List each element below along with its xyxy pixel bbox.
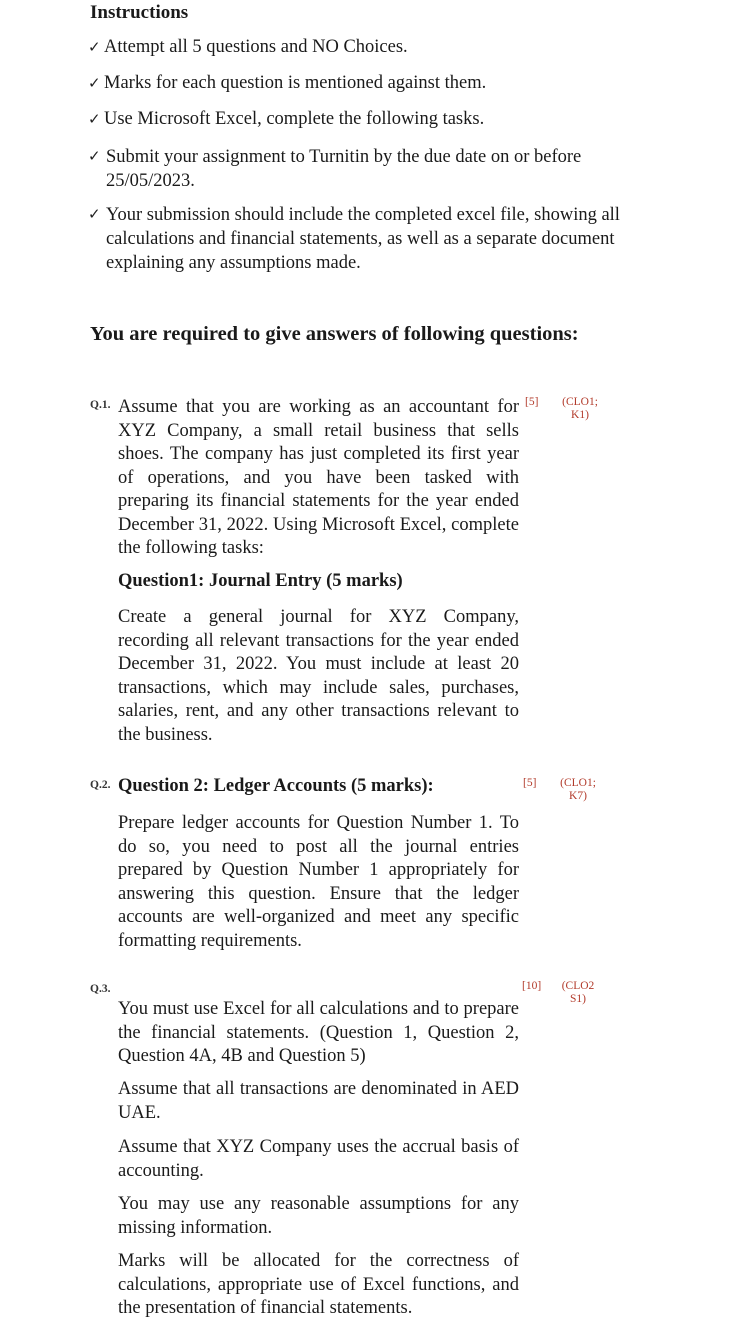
check-icon: ✓ (88, 149, 101, 165)
marks-label: [10] (522, 980, 542, 992)
instruction-item: ✓ Your submission should include the completed excel file, showing all calculations and financial statements, as well as a separate document explaining any assumptions made. (88, 205, 620, 273)
q3-paragraph: Marks will be allocated for the correctness of calculations, appropriate use of Excel functions, and the presentation of financial statements. (118, 1251, 519, 1318)
q2-body: Prepare ledger accounts for Question Number 1. To do so, you need to post all the journal entries prepared by Question Number 1 appropriately for answering this question. Ensure that the ledger accounts are well-organized and meet any specific formatting requirements. (118, 813, 519, 951)
clo-label: (CLO1; K7) (560, 777, 596, 802)
q1-subheading: Question1: Journal Entry (5 marks) (118, 571, 403, 591)
clo-label: (CLO2 S1) (561, 980, 595, 1005)
q2-subheading: Question 2: Ledger Accounts (5 marks): (118, 776, 434, 796)
marks-label: [5] (525, 396, 539, 408)
check-icon: ✓ (88, 112, 101, 128)
q3-paragraph: You must use Excel for all calculations and to prepare the financial statements. (Question 1, Question 2, Question 4A, 4B and Question 5) (118, 999, 519, 1066)
question-number: Q.1. (90, 399, 111, 411)
q1-body: Create a general journal for XYZ Company, recording all relevant transactions for the year ended December 31, 2022. You must include at least 20 transactions, which may include sales, purchases, salaries, rent, and any other transactions relevant to the business. (118, 607, 519, 745)
instruction-item: ✓ Submit your assignment to Turnitin by the due date on or before 25/05/2023. (88, 147, 582, 191)
instruction-item: ✓ Use Microsoft Excel, complete the following tasks. (88, 107, 688, 132)
instruction-item: ✓ Attempt all 5 questions and NO Choices. (88, 35, 688, 60)
q3-paragraph: You may use any reasonable assumptions for any missing information. (118, 1194, 519, 1238)
check-icon: ✓ (88, 40, 101, 56)
check-icon: ✓ (88, 76, 101, 92)
clo-label: (CLO1; K1) (562, 396, 598, 421)
q3-paragraph: Assume that all transactions are denominated in AED UAE. (118, 1079, 519, 1123)
instruction-item: ✓ Marks for each question is mentioned against them. (88, 71, 688, 96)
instructions-heading: Instructions (90, 2, 189, 23)
required-heading: You are required to give answers of following questions: (90, 323, 579, 345)
question-number: Q.3. (90, 983, 111, 995)
check-icon: ✓ (88, 207, 101, 223)
question-number: Q.2. (90, 779, 111, 791)
q3-paragraph: Assume that XYZ Company uses the accrual basis of accounting. (118, 1137, 519, 1181)
marks-label: [5] (523, 777, 537, 789)
q1-intro: Assume that you are working as an accountant for XYZ Company, a small retail business that sells shoes. The company has just completed its first year of operations, and you have been tasked with preparing its financial statements for the year ended December 31, 2022. Using Microsoft Excel, complete the following tasks: (118, 397, 519, 558)
